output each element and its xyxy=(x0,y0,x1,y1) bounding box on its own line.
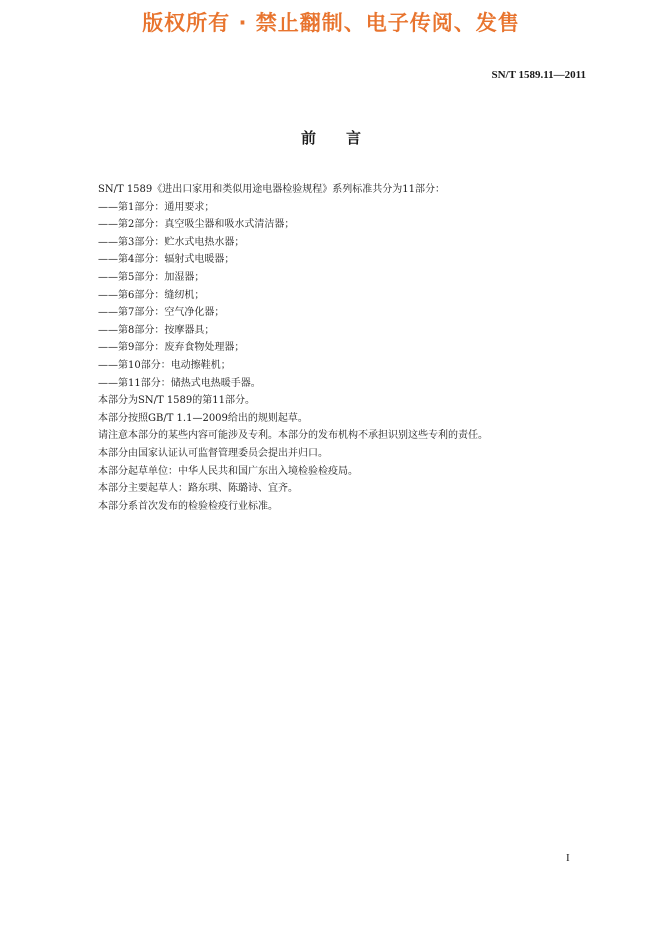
list-item-part-6: ——第6部分：缝纫机； xyxy=(98,289,205,301)
standard-code: SN/T 1589.11—2011 xyxy=(491,69,586,81)
list-item-part-11: ——第11部分：储热式电热暖手器。 xyxy=(98,377,261,389)
page-title: 前言 xyxy=(300,129,391,147)
drafting-unit-statement: 本部分起草单位：中华人民共和国广东出入境检验检疫局。 xyxy=(98,465,358,477)
list-item-part-3: ——第3部分：贮水式电热水器； xyxy=(98,236,245,248)
drafters-statement: 本部分主要起草人：路东琪、陈璐诗、宜齐。 xyxy=(98,483,298,495)
list-item-part-5: ——第5部分：加湿器； xyxy=(98,271,205,283)
part-statement: 本部分为SN/T 1589的第11部分。 xyxy=(98,395,255,407)
list-item-part-1: ——第1部分：通用要求； xyxy=(98,201,215,213)
list-item-part-2: ——第2部分：真空吸尘器和吸水式清洁器； xyxy=(98,219,295,231)
page-number: I xyxy=(566,852,570,864)
list-item-part-4: ——第4部分：辐射式电暖器； xyxy=(98,254,235,266)
first-release-statement: 本部分系首次发布的检验检疫行业标准。 xyxy=(98,500,278,512)
intro-paragraph: SN/T 1589《进出口家用和类似用途电器检验规程》系列标准共分为11部分： xyxy=(98,184,445,195)
foreword-body xyxy=(98,181,578,515)
list-item-part-9: ——第9部分：废弃食物处理器； xyxy=(98,342,245,354)
proposer-statement: 本部分由国家认证认可监督管理委员会提出并归口。 xyxy=(98,447,328,459)
copyright-watermark: 版权所有 · 禁止翻制、电子传阅、发售 xyxy=(142,11,520,35)
patent-notice: 请注意本部分的某些内容可能涉及专利。本部分的发布机构不承担识别这些专利的责任。 xyxy=(98,430,488,442)
list-item-part-10: ——第10部分：电动擦鞋机； xyxy=(98,359,231,371)
list-item-part-8: ——第8部分：按摩器具； xyxy=(98,324,215,336)
drafting-rules-statement: 本部分按照GB/T 1.1—2009给出的规则起草。 xyxy=(98,412,308,424)
list-item-part-7: ——第7部分：空气净化器； xyxy=(98,307,225,319)
